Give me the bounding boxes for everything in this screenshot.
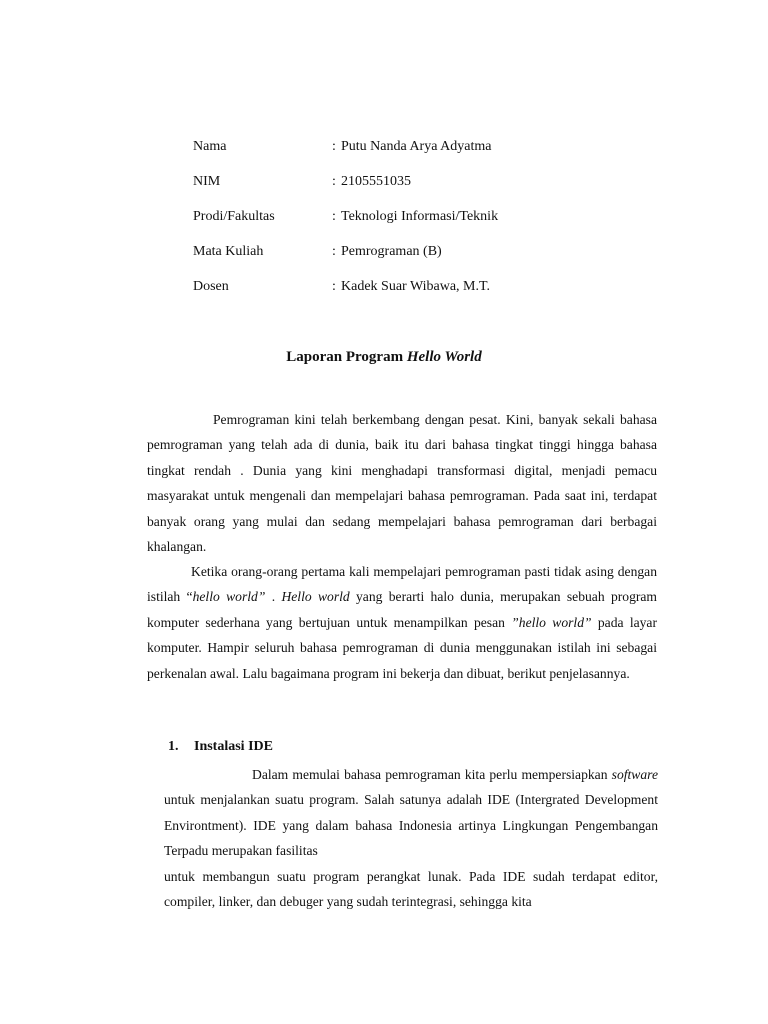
identity-colon: : (332, 174, 336, 189)
text-run: Ketika orang-orang pertama kali mempelajari pemrograman pasti tidak asing dengan istilah “ (147, 564, 657, 605)
identity-value: Kadek Suar Wibawa, M.T. (341, 279, 490, 294)
identity-label: Dosen (193, 279, 229, 294)
identity-row-lecturer (193, 278, 613, 313)
text-run: yang berarti halo dunia, merupakan sebuah program komputer sederhana yang bertujuan untuk menampilkan pesan (147, 589, 657, 630)
section-heading (168, 737, 273, 757)
section-body (164, 762, 658, 914)
identity-label: Prodi/Fakultas (193, 209, 275, 224)
identity-label: NIM (193, 174, 221, 189)
paragraph-text: Pemrograman kini telah berkembang dengan pesat. Kini, banyak sekali bahasa pemrograman yang telah ada di dunia, baik itu dari bahasa tingkat tinggi hingga bahasa tingkat rendah . Dunia yang kini menghadapi transformasi digital, menjadi pemacu masyarakat untuk mengenali dan mempelajari bahasa pemrograman. Pada saat ini, terdapat banyak orang yang mulai dan sedang mempelajari bahasa pemrograman dari berbagai khalangan. (147, 412, 657, 555)
italic-run: software (611, 767, 658, 782)
paragraph-text (147, 559, 657, 686)
identity-value: Putu Nanda Arya Adyatma (341, 139, 492, 154)
text-run: pada layar komputer. Hampir seluruh bahasa pemrograman di dunia menggunakan istilah ini sebagai perkenalan awal. Lalu bagaimana program ini bekerja dan dibuat, berikut penjelasannya. (147, 614, 657, 681)
text-run: untuk menjalankan suatu program. Salah satunya adalah IDE (Intergrated Development Environtment). IDE yang dalam bahasa Indonesia artinya Lingkungan Pengembangan Terpadu merupakan fasilitas (164, 792, 658, 859)
identity-value: Pemrograman (B) (341, 244, 442, 259)
document-title (0, 347, 768, 367)
title-italic: Hello World (406, 349, 482, 365)
section-number: 1. (168, 739, 179, 754)
section-title: Instalasi IDE (194, 739, 273, 754)
identity-row-nim (193, 173, 613, 208)
identity-row-course (193, 243, 613, 278)
paragraph-intro (147, 407, 657, 559)
identity-colon: : (332, 209, 336, 224)
identity-value: Teknologi Informasi/Teknik (341, 209, 499, 224)
text-run: Dalam memulai bahasa pemrograman kita perlu mempersiapkan (252, 767, 612, 782)
identity-label: Mata Kuliah (193, 244, 264, 259)
text-run: . (265, 589, 282, 605)
italic-run: Hello world (281, 589, 350, 605)
identity-row-prodi (193, 208, 613, 243)
identity-colon: : (332, 279, 336, 294)
identity-colon: : (332, 139, 336, 154)
identity-block (193, 138, 613, 313)
title-prefix: Laporan Program (286, 349, 407, 365)
identity-colon: : (332, 244, 336, 259)
identity-label: Nama (193, 139, 227, 154)
paragraph-text: untuk membangun suatu program perangkat lunak. Pada IDE sudah terdapat editor, compiler, linker, dan debuger yang sudah terintegrasi, sehingga kita (164, 868, 658, 910)
paragraph-hello-world (147, 559, 657, 686)
paragraph-text (164, 762, 658, 864)
identity-value: 2105551035 (341, 174, 411, 189)
italic-run: hello world” (192, 589, 266, 605)
identity-row-name (193, 138, 613, 173)
italic-run: ”hello world” (511, 614, 592, 630)
